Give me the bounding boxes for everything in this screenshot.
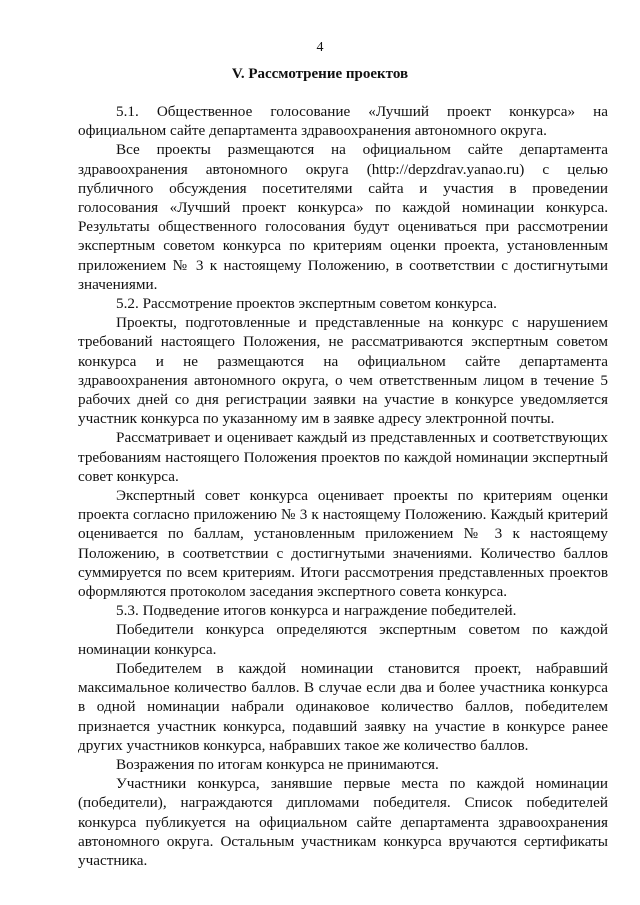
paragraph-rejected-projects: Проекты, подготовленные и представленные на конкурс с нарушением требований настоящего Положения, не рассматриваются экспертным советом конкурса и не размещаются на официальном сайте департамента здравоохранения автономного округа, о чем ответственным лицом в течение 5 рабочих дней со дня регистрации заявки на участие в конкурсе уведомляется участник конкурса по указанному им в заявке адресу электронной почты. (78, 314, 608, 428)
paragraph-5-3-title: 5.3. Подведение итогов конкурса и награждение победителей. (116, 602, 517, 620)
paragraph-no-objections: Возражения по итогам конкурса не принимаются. (116, 755, 439, 773)
paragraph-expert-review: Рассматривает и оценивает каждый из представленных и соответствующих требованиям настоящего Положения проектов по каждой номинации экспертный совет конкурса. (78, 429, 608, 485)
paragraph-voting-details: Все проекты размещаются на официальном сайте департамента здравоохранения автономного округа (http://depzdrav.yanao.ru) с целью публичного обсуждения посетителями сайта и участия в проведении голосования «Лучший проект конкурса» по каждой номинации конкурса. Результаты общественного голосования будут оцениваться при рассмотрении экспертным советом конкурса по критериям оценки проекта, установленным приложением № 3 к настоящему Положению, в соответствии с достигнутыми значениями. (78, 141, 608, 293)
paragraph-awards: Участники конкурса, занявшие первые места по каждой номинации (победители), награждаются дипломами победителя. Список победителей конкурса публикуется на официальном сайте департамента здравоохранения автономного округа. Остальным участникам конкурса вручаются сертификаты участника. (78, 775, 608, 869)
paragraph-5-1-title: 5.1. Общественное голосование «Лучший проект конкурса» на официальном сайте департамента здравоохранения автономного округа. (78, 103, 608, 140)
paragraph-5-2-title: 5.2. Рассмотрение проектов экспертным советом конкурса. (116, 295, 497, 313)
page-number: 4 (316, 40, 324, 55)
section-heading: V. Рассмотрение проектов (231, 66, 409, 82)
paragraph-winners-determined: Победители конкурса определяются экспертным советом по каждой номинации конкурса. (78, 621, 608, 658)
paragraph-winner-rule: Победителем в каждой номинации становится проект, набравший максимальное количество баллов. В случае если два и более участника конкурса в одной номинации набрали одинаковое количество баллов, победителем признается участник конкурса, подавший заявку на участие в конкурсе ранее других участников конкурса, набравших такое же количество баллов. (78, 659, 608, 754)
body-text (78, 102, 608, 870)
paragraph-scoring: Экспертный совет конкурса оценивает проекты по критериям оценки проекта согласно приложению № 3 к настоящему Положению. Каждый критерий оценивается по баллам, установленным приложением № 3 к настоящему Положению, в соответствии с достигнутыми значениями. Количество баллов суммируется по всем критериям. Итоги рассмотрения представленных проектов оформляются протоколом заседания экспертного совета конкурса. (78, 487, 608, 601)
